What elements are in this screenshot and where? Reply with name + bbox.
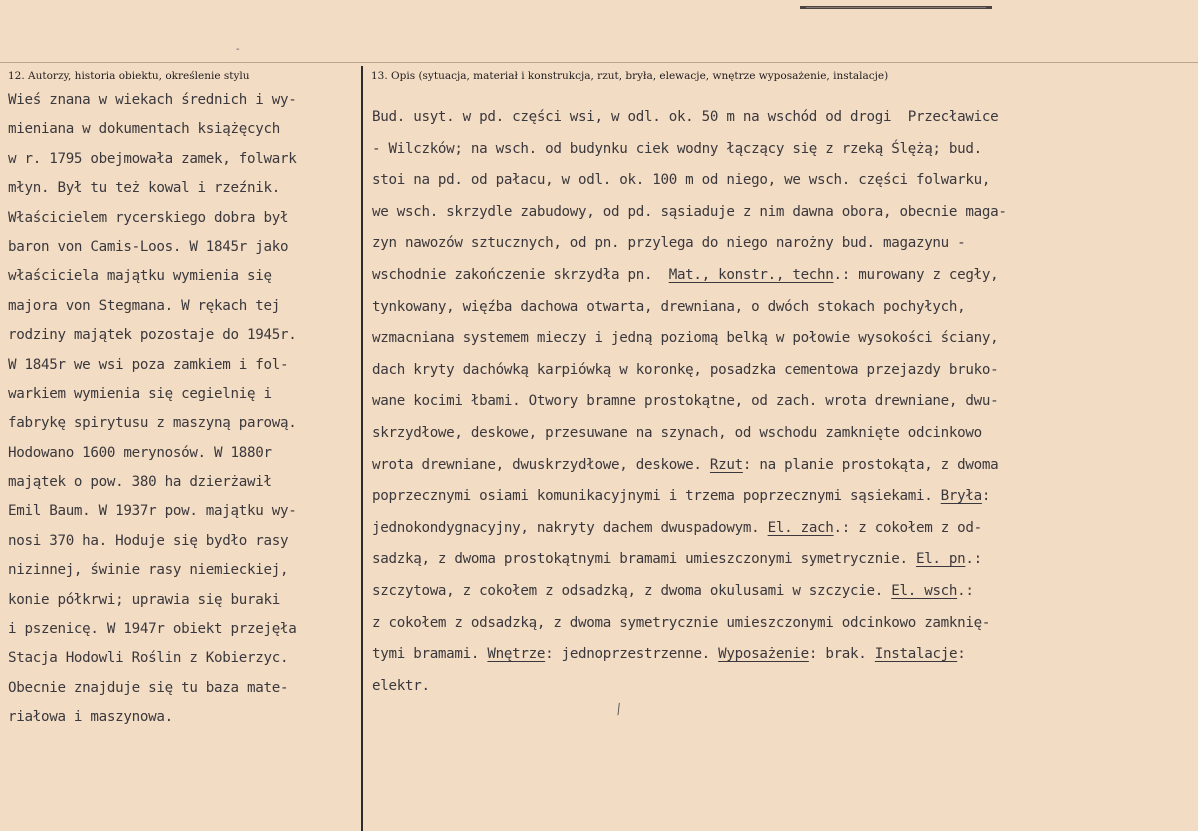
text-segment: .: z cokołem z od- xyxy=(833,519,982,536)
history-line: właściciela majątku wymienia się xyxy=(8,268,272,285)
history-line: W 1845r we wsi poza zamkiem i fol- xyxy=(8,356,289,373)
history-line: w r. 1795 obejmowała zamek, folwark xyxy=(8,150,297,167)
history-line: fabrykę spirytusu z maszyną parową. xyxy=(8,415,297,432)
pen-stroke-mark: ⁄ xyxy=(614,702,624,718)
description-line xyxy=(372,450,1007,482)
description-line xyxy=(372,386,1007,418)
history-line: Właścicielem rycerskiego dobra był xyxy=(8,209,289,226)
history-line: konie półkrwi; uprawia się buraki xyxy=(8,591,280,608)
description-line xyxy=(372,544,1007,576)
description-line xyxy=(372,608,1007,640)
description-line xyxy=(372,292,1007,324)
description-line xyxy=(372,671,1007,703)
text-segment: stoi na pd. od pałacu, w odl. ok. 100 m od niego, we wsch. części folwarku, xyxy=(372,172,991,189)
text-segment: z cokołem z odsadzką, z dwoma symetrycznie umieszczonymi odcinkowo zamknię- xyxy=(372,614,991,631)
top-edge-line xyxy=(806,7,986,8)
text-segment: .: xyxy=(957,582,974,599)
history-line: młyn. Był tu też kowal i rzeźnik. xyxy=(8,180,280,197)
text-segment: wzmacniana systemem mieczy i jedną poziomą belką w połowie wysokości ściany, xyxy=(372,330,999,347)
section-label: Rzut xyxy=(709,456,743,473)
text-segment: wschodnie zakończenie skrzydła pn. xyxy=(372,266,669,283)
section-label: Wnętrze xyxy=(487,646,546,663)
description-line xyxy=(372,513,1007,545)
text-segment: wane kocimi łbami. Otwory bramne prostokątne, od zach. wrota drewniane, dwu- xyxy=(372,393,999,410)
text-segment: szczytowa, z cokołem z odsadzką, z dwoma okulusami w szczycie. xyxy=(372,582,892,599)
text-segment: wrota drewniane, dwuskrzydłowe, deskowe. xyxy=(372,456,710,473)
text-segment: elektr. xyxy=(372,677,430,694)
history-line: majora von Stegmana. W rękach tej xyxy=(8,297,280,314)
text-segment: tymi bramami. xyxy=(372,646,488,663)
text-segment: .: xyxy=(965,551,982,568)
text-segment: we wsch. skrzydle zabudowy, od pd. sąsiaduje z nim dawna obora, obecnie maga- xyxy=(372,203,1007,220)
section-label: El. pn xyxy=(915,551,966,568)
section-label: Mat., konstr., techn xyxy=(668,266,834,283)
left-column-heading: 12. Autorzy, historia obiektu, określenie stylu xyxy=(8,70,250,82)
description-line xyxy=(372,355,1007,387)
text-segment: Bud. usyt. w pd. części wsi, w odl. ok. 50 m na wschód od drogi Przecławice xyxy=(372,109,999,125)
description-line xyxy=(372,260,1007,292)
history-line: i pszenicę. W 1947r obiekt przejęła xyxy=(8,621,297,638)
history-line: rodziny majątek pozostaje do 1945r. xyxy=(8,327,297,344)
section-label: Instalacje xyxy=(874,646,958,663)
description-line xyxy=(372,102,1007,134)
history-line: Wieś znana w wiekach średnich i wy- xyxy=(8,92,297,108)
description-line xyxy=(372,418,1007,450)
text-segment: poprzecznymi osiami komunikacyjnymi i trzema poprzecznymi sąsiekami. xyxy=(372,488,941,505)
column-divider xyxy=(361,66,363,831)
history-line: baron von Camis-Loos. W 1845r jako xyxy=(8,238,289,255)
history-line: warkiem wymienia się cegielnię i xyxy=(8,385,272,402)
pen-tick-mark: - xyxy=(236,44,240,55)
text-segment: dach kryty dachówką karpiówką w koronkę, posadzka cementowa przejazdy bruko- xyxy=(372,361,999,378)
right-column-heading: 13. Opis (sytuacja, materiał i konstrukcja, rzut, bryła, elewacje, wnętrze wyposażenie, instalacje) xyxy=(371,70,889,82)
text-segment: .: murowany z cegły, xyxy=(833,266,999,283)
text-segment: : brak. xyxy=(808,646,875,663)
text-segment: : na planie prostokąta, z dwoma xyxy=(742,456,999,473)
text-segment: jednokondygnacyjny, nakryty dachem dwuspadowym. xyxy=(372,519,768,536)
history-text xyxy=(8,86,296,733)
history-line: Hodowano 1600 merynosów. W 1880r xyxy=(8,444,272,461)
section-label: El. wsch xyxy=(891,582,958,599)
history-line: majątek o pow. 380 ha dzierżawił xyxy=(8,474,272,491)
history-line: mieniana w dokumentach książęcych xyxy=(8,121,280,138)
text-segment: sadzką, z dwoma prostokątnymi bramami umieszczonymi symetrycznie. xyxy=(372,551,916,568)
description-line xyxy=(372,323,1007,355)
card-ruled-line xyxy=(0,62,1198,63)
text-segment: skrzydłowe, deskowe, przesuwane na szynach, od wschodu zamknięte odcinkowo xyxy=(372,424,982,441)
section-label: El. zach xyxy=(767,519,834,536)
description-line xyxy=(372,639,1007,671)
history-line: nizinnej, świnie rasy niemieckiej, xyxy=(8,562,289,579)
history-line: nosi 370 ha. Hoduje się bydło rasy xyxy=(8,532,289,549)
description-line xyxy=(372,576,1007,608)
description-line xyxy=(372,165,1007,197)
history-line: Stacja Hodowli Roślin z Kobierzyc. xyxy=(8,650,289,667)
description-line xyxy=(372,197,1007,229)
text-segment: - Wilczków; na wsch. od budynku ciek wodny łączący się z rzeką Ślężą; bud. xyxy=(372,140,982,157)
description-line xyxy=(372,228,1007,260)
section-label: Bryła xyxy=(940,488,982,505)
description-line xyxy=(372,481,1007,513)
text-segment: : jednoprzestrzenne. xyxy=(545,646,719,663)
history-line: riałowa i maszynowa. xyxy=(8,709,173,726)
description-line xyxy=(372,134,1007,166)
text-segment: : xyxy=(981,488,991,505)
description-text xyxy=(372,102,1007,702)
history-line: Emil Baum. W 1937r pow. majątku wy- xyxy=(8,503,297,520)
text-segment: tynkowany, więźba dachowa otwarta, drewniana, o dwóch stokach pochyłych, xyxy=(372,298,966,315)
text-segment: zyn nawozów sztucznych, od pn. przylega do niego narożny bud. magazynu - xyxy=(372,235,966,252)
section-label: Wyposażenie xyxy=(718,646,809,663)
text-segment: : xyxy=(957,646,966,663)
history-line: Obecnie znajduje się tu baza mate- xyxy=(8,679,289,696)
